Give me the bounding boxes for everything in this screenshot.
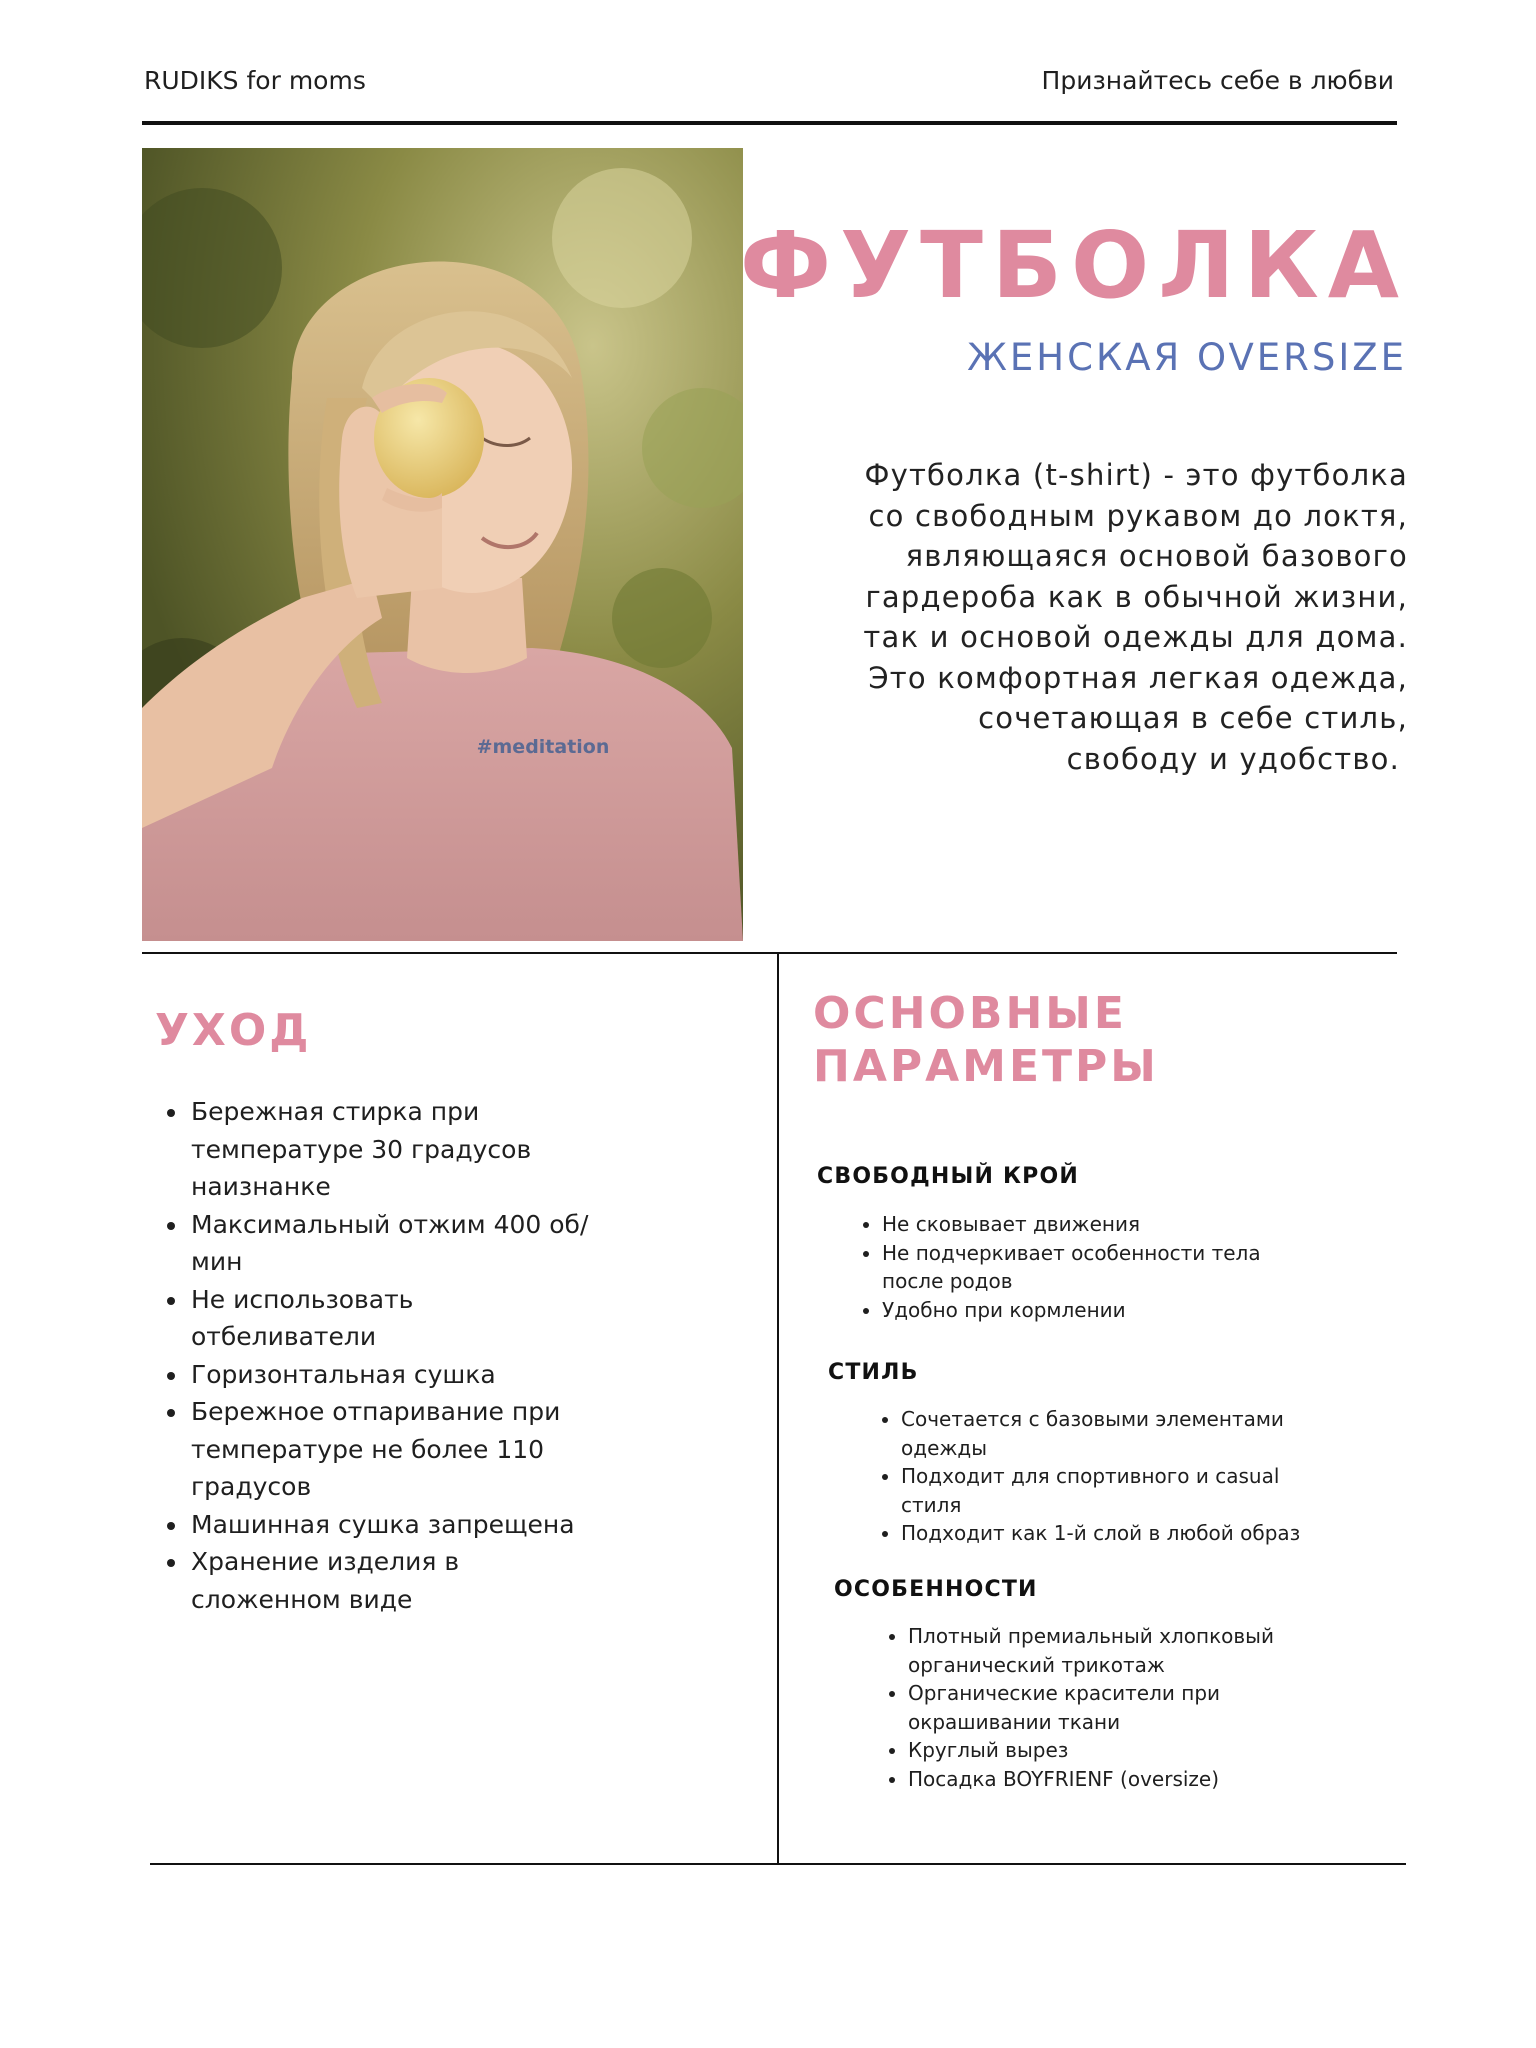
list-item: • Подходит как 1-й слой в любой образ xyxy=(901,1519,1331,1548)
list-item: • Не подчеркивает особенности тела после родов xyxy=(882,1239,1312,1296)
list-item: • Не использовать отбеливатели xyxy=(189,1281,649,1356)
style-list xyxy=(879,1405,1331,1548)
list-item: • Максимальный отжим 400 об/мин xyxy=(189,1206,649,1281)
list-item: • Удобно при кормлении xyxy=(882,1296,1312,1325)
list-item: • Сочетается с базовыми элементами одежды xyxy=(901,1405,1331,1462)
features-list xyxy=(886,1622,1338,1793)
list-item: • Горизонтальная сушка xyxy=(189,1356,649,1394)
brand-name: RUDIKS for moms xyxy=(144,66,366,95)
description-line: Это комфортная легкая одежда, xyxy=(868,660,1408,695)
list-item: • Не сковывает движения xyxy=(882,1210,1312,1239)
bottom-divider xyxy=(150,1863,1406,1865)
params-heading-line: ПАРАМЕТРЫ xyxy=(813,1041,1159,1092)
params-heading-line: ОСНОВНЫЕ xyxy=(813,988,1127,1039)
product-subtitle: ЖЕНСКАЯ OVERSIZE xyxy=(967,336,1407,379)
description-line: свободу и удобство. xyxy=(1066,741,1400,776)
list-item: • Круглый вырез xyxy=(908,1736,1338,1765)
list-item: • Посадка BOYFRIENF (oversize) xyxy=(908,1765,1338,1794)
params-heading xyxy=(813,987,1159,1093)
description-line: сочетающая в себе стиль, xyxy=(978,701,1408,735)
description-line: со свободным рукавом до локтя, xyxy=(868,498,1408,533)
shirt-print-text: #meditation xyxy=(476,736,610,758)
section-heading-fit: СВОБОДНЫЙ КРОЙ xyxy=(817,1164,1079,1189)
care-list xyxy=(160,1093,649,1618)
description-line: так и основой одежды для дома. xyxy=(863,620,1408,654)
list-item: • Бережное отпаривание при температуре не более 110 градусов xyxy=(189,1393,649,1506)
description-line: Футболка (t-shirt) - это футболка xyxy=(864,458,1408,492)
list-item: • Бережная стирка при температуре 30 градусов наизнанке xyxy=(189,1093,649,1206)
product-title: ФУТБОЛКА xyxy=(739,212,1408,319)
list-item: • Машинная сушка запрещена xyxy=(189,1506,649,1544)
list-item: • Подходит для спортивного и casual стиля xyxy=(901,1462,1331,1519)
section-heading-features: ОСОБЕННОСТИ xyxy=(834,1577,1038,1602)
list-item: • Хранение изделия в сложенном виде xyxy=(189,1543,649,1618)
product-description xyxy=(808,455,1408,779)
middle-divider xyxy=(142,952,1397,954)
top-divider xyxy=(142,121,1397,125)
list-item: • Плотный премиальный хлопковый органический трикотаж xyxy=(908,1622,1338,1679)
tagline: Признайтесь себе в любви xyxy=(1041,66,1394,95)
product-photo xyxy=(142,148,743,941)
description-line: являющаяся основой базового xyxy=(905,539,1408,573)
section-heading-style: СТИЛЬ xyxy=(828,1360,919,1385)
description-line: гардероба как в обычной жизни, xyxy=(865,579,1408,614)
column-divider xyxy=(777,952,779,1864)
photo-illustration xyxy=(142,148,743,941)
care-heading: УХОД xyxy=(155,1005,312,1056)
fit-list xyxy=(860,1210,1312,1324)
list-item: • Органические красители при окрашивании ткани xyxy=(908,1679,1338,1736)
